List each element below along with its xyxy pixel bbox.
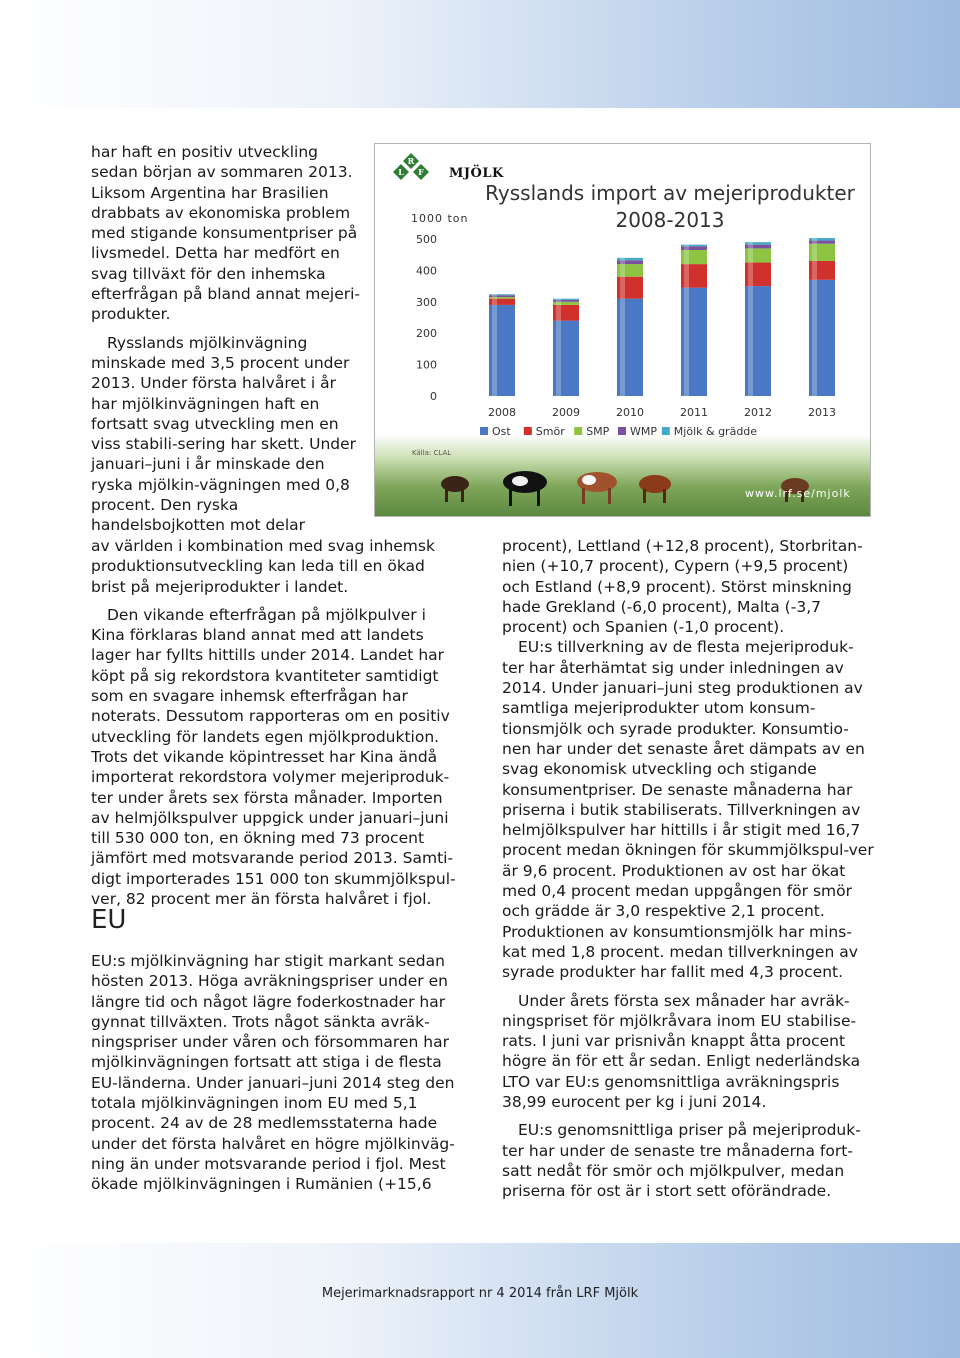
legend-label: Smör [535,425,565,438]
bar-highlight [748,263,753,287]
bar-highlight [684,264,689,288]
bar-highlight [620,277,625,299]
y-tick-label: 100 [416,358,437,372]
paragraph: EU:s tillverkning av de flesta mejeriproduk-ter har återhämtat sig under inledningen av 2014. Under januari–juni steg produktionen av samtliga mejeriprodukter utom konsum-tionsmjölk och syrade produkter. Konsumtio-nen har under det senaste året dämpats av en svag ekonomisk utveckling och stigande konsumentpriser. De senaste månaderna har priserna i butik stabiliserats. Tillverkningen av helmjölkspulver har hittills i år stigit med 16,7 procent medan ökningen för skummjölkspul-ver är 9,6 procent. Produktionen av ost har ökat med 0,4 procent medan uppgången för smör och grädde är 3,0 respektive 2,1 procent. Produktionen av konsumtionsmjölk har mins-kat med 1,8 procent. medan tillverkningen av syrade produkter har fallit med 4,3 procent. [502,638,874,982]
right-column [502,536,874,1202]
bar-highlight [812,244,817,261]
paragraph: har haft en positiv utveckling sedan början av sommaren 2013. Liksom Argentina har Brasilien drabbats av ekonomiska problem med stigande konsumentpriser på livsmedel. Detta har medfört en svag tillväxt för den inhemska efterfrågan på bland annat mejeri-produkter. [91,143,361,324]
bar-highlight [620,258,625,261]
bar-highlight [684,288,689,396]
bar-highlight [812,241,817,244]
legend-label: SMP [586,425,610,438]
bar-highlight [684,250,689,264]
bar-highlight [492,297,497,299]
bar-highlight [748,248,753,262]
cow-pasture-photo [375,454,870,516]
y-tick-label: 400 [416,264,437,278]
paragraph: Den vikande efterfrågan på mjölkpulver i Kina förklaras bland annat med att landets lager har fyllts hittills under 2014. Landet har köpt på sig rekordstora kvantiteter samtidigt som en svagare inhemsk efterfrågan har noterats. Dessutom rapporteras om en positiv utveckling för landets egen mjölkproduktion. Trots det vikande köpintresset har Kina ändå importerat rekordstora volymer mejeriproduk-ter under årets sex första månader. Importen av helmjölkspulver uppgick under januari–juni till 530 000 ton, en ökning med 73 procent jämfört med motsvarande period 2013. Samti-digt importerades 151 000 ton skummjölkspul-ver, 82 procent mer än första halvåret i fjol. [91,605,456,909]
bar-highlight [620,264,625,277]
bar-highlight [684,246,689,250]
x-tick-label: 2010 [616,406,644,419]
brand-name: MJÖLK [449,166,504,181]
legend-swatch [618,427,626,435]
paragraph: av världen i kombination med svag inhemsk produktionsutveckling kan leda till en ökad brist på mejeriprodukter i landet. [91,537,435,596]
paragraph: Rysslands mjölkinvägning minskade med 3,5 procent under 2013. Under första halvåret i år har mjölkinvägningen haft en fortsatt svag utveckling men en viss stabili-sering har skett. Under januari–juni i år minskade den ryska mjölkin-vägningen med 0,8 procent. Den ryska handelsbojkotten mot delar [91,333,357,535]
paragraph: Under årets första sex månader har avräk-ningspriset för mjölkråvara inom EU stabilise-rats. I juni var prisnivån knappt åtta procent högre än för ett år sedan. Enligt nederländska LTO var EU:s genomsnittliga avräkningspris 38,99 eurocent per kg i juni 2014. [502,991,861,1112]
bar-highlight [812,280,817,396]
paragraph: procent), Lettland (+12,8 procent), Storbritan-nien (+10,7 procent), Cypern (+9,5 procent) och Estland (+8,9 procent). Störst minskning hade Grekland (-6,0 procent), Malta (-3,7 procent) och Spanien (-1,0 procent). [502,537,863,637]
bar-highlight [556,305,561,321]
y-tick-label: 0 [430,390,437,403]
bar-highlight [812,261,817,280]
x-tick-label: 2011 [680,406,708,419]
y-tick-label: 500 [416,233,437,246]
bar-highlight [492,299,497,305]
chart-title: Rysslands import av mejeriprodukter 2008-2013 [485,181,855,232]
logo-letter-r: R [407,156,415,166]
x-tick-label: 2008 [488,406,516,419]
bar-highlight [556,302,561,305]
legend-label: WMP [630,425,658,438]
bar-highlight [556,300,561,302]
left-column-eu [91,951,456,1195]
chart-unit-label: 1000 ton [411,212,469,225]
y-tick-label: 300 [416,295,437,309]
legend-label: Mjölk & grädde [673,425,758,438]
bar-chart [375,144,870,444]
legend-swatch [662,427,670,435]
bar-highlight [684,245,689,247]
left-column-top [91,142,363,536]
legend-swatch [524,427,532,435]
bar-highlight [748,242,753,245]
chart-url: www.lrf.se/mjolk [745,487,851,500]
bar-highlight [556,299,561,300]
logo-letter-l: L [398,167,404,177]
bar-highlight [620,299,625,396]
x-tick-label: 2009 [552,406,580,419]
footer-text: Mejerimarknadsrapport nr 4 2014 från LRF Mjölk [321,1286,639,1301]
bar-highlight [492,305,497,396]
logo-letter-f: F [418,167,424,177]
left-column-wide [91,536,456,909]
legend-swatch [480,427,488,435]
chart-source: Källa: CLAL [412,449,452,457]
chart-panel [374,143,871,517]
section-heading-eu: EU [91,905,127,935]
legend-label: Ost [492,425,511,438]
bar-highlight [556,321,561,396]
bar-highlight [812,238,817,241]
bar-highlight [748,286,753,396]
paragraph: EU:s mjölkinvägning har stigit markant sedan hösten 2013. Höga avräkningspriser under en längre tid och något lägre foderkostnader har gynnat tillväxten. Trots något sänkta avräk-ningspriser under våren och försommaren har mjölkinvägningen fortsatt att stiga i de flesta EU-länderna. Under januari–juni 2014 steg den totala mjölkinvägningen inom EU med 5,1 procent. 24 av de 28 medlemsstaterna hade under det första halvåret en högre mjölkinväg-ning än under motsvarande period i fjol. Mest ökade mjölkinvägningen i Rumänien (+15,6 [91,952,455,1194]
x-tick-label: 2013 [808,406,836,419]
bar-highlight [492,294,497,295]
bar-highlight [748,245,753,249]
bar-highlight [620,260,625,264]
header-band [0,0,960,108]
x-tick-label: 2012 [744,406,772,419]
y-tick-label: 200 [416,327,437,341]
bar-highlight [492,295,497,297]
legend-swatch [574,427,582,435]
paragraph: EU:s genomsnittliga priser på mejeriproduk-ter har under de senaste tre månaderna fort-satt nedåt för smör och mjölkpulver, medan priserna för ost är i stort sett oförändrade. [502,1121,861,1201]
